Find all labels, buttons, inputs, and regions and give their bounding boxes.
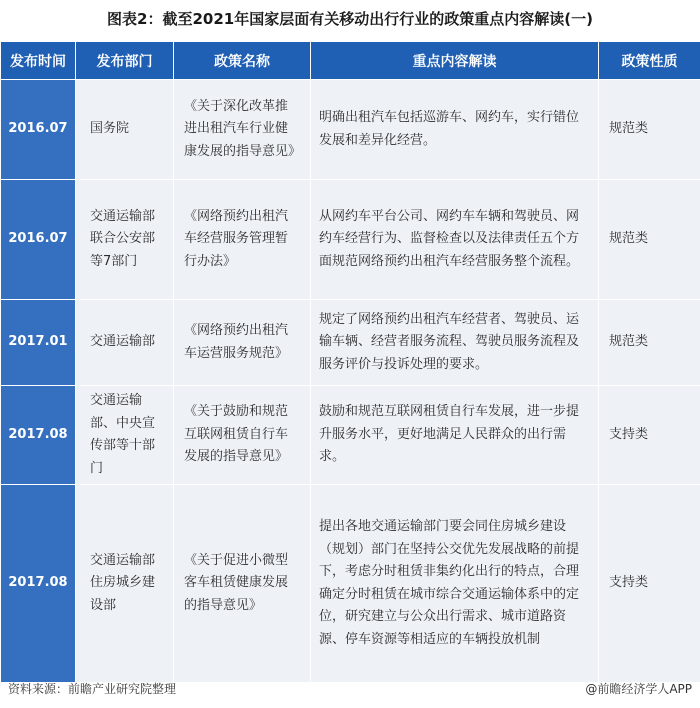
brand-credit: @前瞻经济学人APP [585,682,692,696]
cell-nature: 规范类 [599,80,700,180]
header-nature: 政策性质 [599,42,700,80]
cell-content: 从网约车平台公司、网约车车辆和驾驶员、网约车经营行为、监督检查以及法律责任五个方面规范网络预约出租汽车经营服务整个流程。 [311,180,599,300]
cell-content: 鼓励和规范互联网租赁自行车发展，进一步提升服务水平，更好地满足人民群众的出行需求。 [311,386,599,485]
cell-policy-name: 《网络预约出租汽车经营服务管理暂行办法》 [174,180,311,300]
cell-policy-name: 《关于促进小微型客车租赁健康发展的指导意见》 [174,485,311,683]
cell-date: 2016.07 [1,180,76,300]
header-date: 发布时间 [1,42,76,80]
policy-table [0,41,700,683]
header-name: 政策名称 [174,42,311,80]
table-row [1,300,700,386]
cell-content: 规定了网络预约出租汽车经营者、驾驶员、运输车辆、经营者服务流程、驾驶员服务流程及服务评价与投诉处理的要求。 [311,300,599,386]
cell-nature: 支持类 [599,485,700,683]
cell-policy-name: 《关于鼓励和规范互联网租赁自行车发展的指导意见》 [174,386,311,485]
table-row [1,80,700,180]
table-header-row [1,42,700,80]
cell-date: 2017.08 [1,485,76,683]
cell-policy-name: 《网络预约出租汽车运营服务规范》 [174,300,311,386]
cell-date: 2017.01 [1,300,76,386]
cell-dept: 国务院 [76,80,174,180]
footer [0,678,700,700]
cell-dept: 交通运输部联合公安部等7部门 [76,180,174,300]
source-note: 资料来源：前瞻产业研究院整理 [8,682,177,696]
cell-policy-name: 《关于深化改革推进出租汽车行业健康发展的指导意见》 [174,80,311,180]
cell-nature: 规范类 [599,180,700,300]
cell-dept: 交通运输部、中央宣传部等十部门 [76,386,174,485]
page-title: 图表2：截至2021年国家层面有关移动出行行业的政策重点内容解读(一) [107,10,593,28]
cell-nature: 规范类 [599,300,700,386]
cell-date: 2017.08 [1,386,76,485]
table-row [1,180,700,300]
cell-content: 明确出租汽车包括巡游车、网约车，实行错位发展和差异化经营。 [311,80,599,180]
cell-content: 提出各地交通运输部门要会同住房城乡建设（规划）部门在坚持公交优先发展战略的前提下，考虑分时租赁非集约化出行的特点，合理确定分时租赁在城市综合交通运输体系中的定位，研究建立与公众出行需求、城市道路资源、停车资源等相适应的车辆投放机制 [311,485,599,683]
cell-dept: 交通运输部 [76,300,174,386]
cell-nature: 支持类 [599,386,700,485]
cell-dept: 交通运输部住房城乡建设部 [76,485,174,683]
table-row [1,485,700,683]
header-content: 重点内容解读 [311,42,599,80]
header-dept: 发布部门 [76,42,174,80]
cell-date: 2016.07 [1,80,76,180]
table-row [1,386,700,485]
